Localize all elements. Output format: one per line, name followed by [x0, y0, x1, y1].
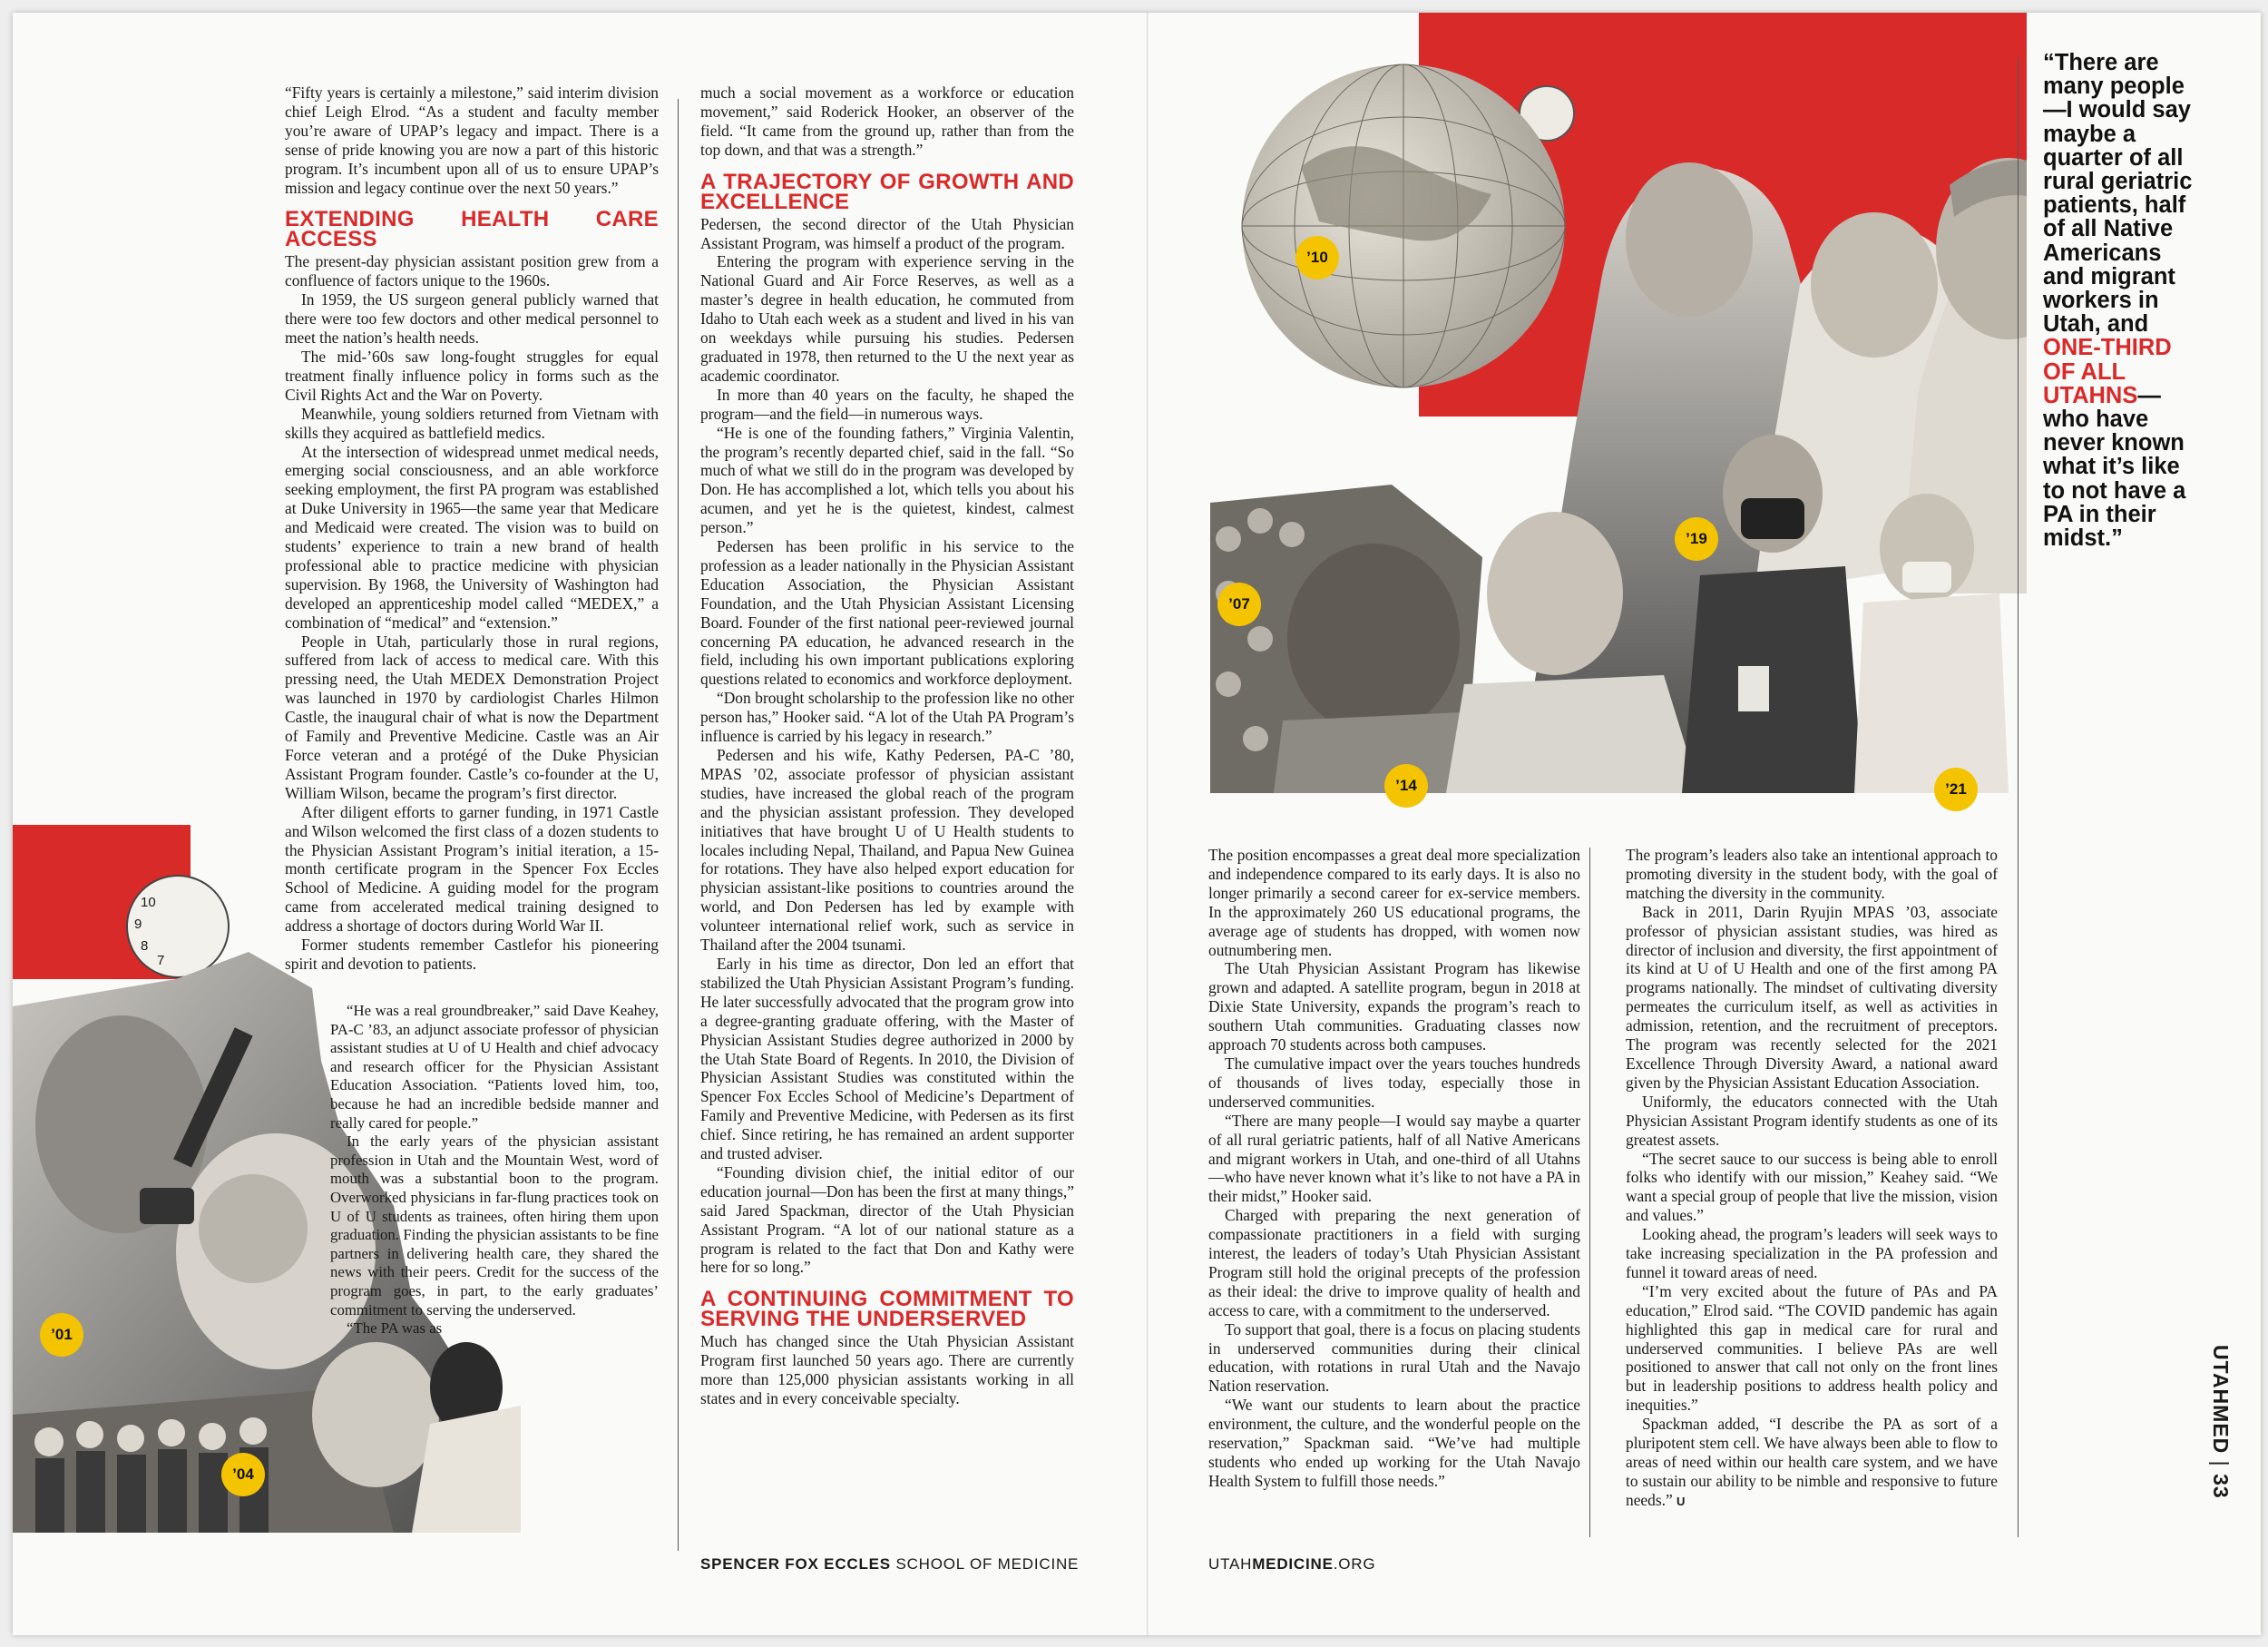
paragraph: “Founding division chief, the initial editor of our education journal—Don has been the first at many things,” said Jared Spackman, director of the Utah Physician Assistant Program. “A lot of our national stature as a program is related to the fact that Don and Kathy were here for so long.” — [700, 1162, 1074, 1277]
page-fold — [1147, 13, 1149, 1635]
year-badge: ’07 — [1217, 583, 1261, 626]
article-column-1 — [285, 83, 659, 974]
paragraph: In 1959, the US surgeon general publicly warned that there were too few doctors and other medical personnel to meet the nation’s health needs. — [285, 290, 659, 348]
pull-quote-text: —who have never known what it’s like to not have a PA in their midst.” — [2043, 382, 2186, 552]
clock-number: 9 — [134, 917, 142, 932]
paragraph: Pedersen, the second director of the Utah Physician Assistant Program, was himself a product of the program. — [700, 214, 1074, 252]
footer-left — [700, 1555, 1079, 1573]
column-rule — [1589, 848, 1590, 1537]
paragraph: In the early years of the physician assistant profession in Utah and the Mountain West, word of mouth was a substantial boon to the program. Overworked physicians in far-flung practices took on U of U students as trainees, often hiring them upon graduation. Finding the physician assistants to be fine partners in delivering health care, they shared the news with their peers. Credit for the success of the program goes, in part, to the early graduates’ commitment to serving the underserved. — [330, 1132, 659, 1319]
paragraph: Looking ahead, the program’s leaders will seek ways to take increasing specialization in the PA profession and funnel it toward areas of need. — [1626, 1225, 1998, 1281]
clock-number: 10 — [141, 895, 156, 910]
paragraph: Early in his time as director, Don led an effort that stabilized the Utah Physician Assistant Program’s funding. He later successfully advocated that the program grow into a degree-granting graduate offering, with the Master of Physician Assistant Studies degree authorized in 2000 by the Utah State Board of Regents. In 2010, the Division of Physician Assistant Studies was constituted within the Spencer Fox Eccles School of Medicine’s Department of Family and Preventive Medicine, with Pedersen as its first chief. Since retiring, he has remained an ardent supporter and trusted adviser. — [700, 954, 1074, 1163]
year-badge: ’19 — [1675, 517, 1718, 561]
year-badge: ’21 — [1934, 768, 1978, 811]
folio — [2208, 1345, 2233, 1499]
school-name-rest: SCHOOL OF MEDICINE — [890, 1555, 1080, 1573]
paragraph: Uniformly, the educators connected with the Utah Physician Assistant Program identify students as one of its greatest assets. — [1626, 1092, 1998, 1149]
magazine-spread — [13, 13, 2261, 1635]
paragraph: The cumulative impact over the years touches hundreds of thousands of lives today, especially those in underserved communities. — [1208, 1054, 1580, 1111]
article-column-3 — [1208, 846, 1580, 1491]
paragraph: The program’s leaders also take an intentional approach to promoting diversity in the student body, with the goal of matching the diversity in the community. — [1626, 846, 1998, 902]
pull-quote — [2043, 51, 2206, 550]
paragraph: “He is one of the founding fathers,” Virginia Valentin, the program’s recently departed chief, said in the fall. “So much of what we still do in the program was developed by Don. He has accomplished a lot, which tells you about his acumen, and yet he is the quietest, kindest, calmest person.” — [700, 423, 1074, 537]
paragraph: Pedersen and his wife, Kathy Pedersen, PA-C ’80, MPAS ’02, associate professor of physician assistant studies, have increased the global reach of the program and the physician assistant profession. They developed initiatives that have brought U of U Health students to locales including Nepal, Thailand, and Papua New Guinea for rotations. They have also helped export education for physician assistant-like positions to countries around the world, and Don Pedersen has led by example with volunteer international relief work, such as service in Thailand after the 2004 tsunami. — [700, 746, 1074, 955]
paragraph: “We want our students to learn about the practice environment, the culture, and the wonderful people on the reservation,” Spackman said. “We’ve had multiple students who ended up working for the Utah Navajo Health System to fulfill those needs.” — [1208, 1396, 1580, 1490]
pull-quote-text: “There are many people—I would say maybe a quarter of all rural geriatric patients, half of all Native Americans and migrant workers in Utah, and — [2043, 50, 2193, 338]
paragraph: Back in 2011, Darin Ryujin MPAS ’03, associate professor of physician assistant studies, was hired as director of inclusion and diversity, the first appointment of its kind at U of U Health and one of the first among PA programs nationally. The mindset of cultivating diversity permeates the curriculum itself, as well as activities in admission, retention, and the recruitment of preceptors. The program was recently selected for the 2021 Excellence Through Diversity Award, a national award given by the Physician Assistant Education Association. — [1626, 902, 1998, 1092]
paragraph — [1626, 1415, 1998, 1512]
article-column-2 — [700, 83, 1074, 1408]
site-url-pre: UTAH — [1208, 1555, 1253, 1573]
paragraph: In more than 40 years on the faculty, he shaped the program—and the field—in numerous ways. — [700, 385, 1074, 423]
collage-figures — [1192, 13, 2027, 829]
right-collage — [1192, 13, 2027, 829]
site-url-bold: MEDICINE — [1252, 1555, 1334, 1573]
page-number: 33 — [2209, 1474, 2233, 1499]
footer-right — [1208, 1555, 1375, 1573]
year-badge: ’14 — [1384, 764, 1428, 808]
column-rule — [2018, 58, 2019, 1537]
folio-separator: | — [2209, 1454, 2233, 1475]
paragraph: “The PA was as — [347, 1319, 443, 1338]
paragraph: Much has changed since the Utah Physician Assistant Program first launched 50 years ago. There are currently more than 125,000 physician assistants working in all states and in every conceivable specialty. — [700, 1332, 1074, 1408]
year-badge: ’04 — [221, 1453, 265, 1496]
paragraph: People in Utah, particularly those in rural regions, suffered from lack of access to medical care. With this pressing need, the Utah MEDEX Demonstration Project was launched in 1970 by cardiologist Charles Hilmon Castle, the inaugural chair of what is now the Department of Family and Preventive Medicine. Castle was an Air Force veteran and a protégé of the Duke Physician Assistant Program founder. Castle’s co-founder at the U, William Wilson, became the program’s first director. — [285, 632, 659, 802]
magazine-name: UTAHMED — [2209, 1345, 2233, 1455]
pull-quote-highlight: ONE-THIRD OF ALL UTAHNS — [2043, 335, 2172, 408]
paragraph: Pedersen has been prolific in his service to the profession as a leader nationally in the Physician Assistant Education Association, the Physician Assistant Foundation, and the Utah Physician Assistant Licensing Board. Founder of the first national peer-reviewed journal concerning PA education, he advanced research in the field, including his own important publications exploring questions related to economics and workforce deployment. — [700, 537, 1074, 689]
end-mark-icon: U — [1677, 1494, 1686, 1508]
paragraph: The present-day physician assistant position grew from a confluence of factors unique to the 1960s. — [285, 252, 659, 290]
site-url-post: .ORG — [1333, 1555, 1376, 1573]
paragraph: After diligent efforts to garner funding, in 1971 Castle and Wilson welcomed the first class of a dozen students to the Physician Assistant Program’s initial iteration, a 15-month certificate program in the Spencer Fox Eccles School of Medicine. A guiding model for the program came from accelerated medical training designed to address a shortage of doctors during World War II. — [285, 802, 659, 936]
paragraph: The Utah Physician Assistant Program has likewise grown and adapted. A satellite program, begun in 2018 at Dixie State University, expands the program’s reach to southern Utah communities. Graduating classes now approach 70 students across both campuses. — [1208, 959, 1580, 1054]
paragraph: “The secret sauce to our success is being able to enroll folks who identify with our mission,” Keahey said. “We want a special group of people that live the mission, vision and values.” — [1626, 1149, 1998, 1225]
article-column-4 — [1626, 846, 1998, 1512]
paragraph: Meanwhile, young soldiers returned from Vietnam with skills they acquired as battlefield medics. — [285, 404, 659, 442]
year-badge: ’01 — [40, 1313, 83, 1357]
paragraph-text: Spackman added, “I describe the PA as sort of a pluripotent stem cell. We have always been able to flow to areas of need within our health care system, and we have to sustain our ability to be nimble and responsive to future needs.” — [1626, 1415, 1998, 1509]
paragraph: Former students remember Castlefor his pioneering spirit and devotion to patients. — [285, 936, 659, 973]
paragraph: “He was a real groundbreaker,” said Dave Keahey, PA-C ’83, an adjunct associate professor of physician assistant studies at U of U Health and chief advocacy and research officer for the Physician Assistant Education Association. “Patients loved him, too, because he had an incredible bedside manner and really cared for people.” — [330, 1002, 659, 1132]
section-heading: EXTENDING HEALTH CARE ACCESS — [285, 207, 659, 252]
paragraph: The position encompasses a great deal more specialization and independence compared to its early days. It is also no longer primarily a second career for ex-service members. In the approximately 260 US educational programs, the average age of students has dropped, with women now outnumbering men. — [1208, 846, 1580, 959]
paragraph: To support that goal, there is a focus on placing students in underserved communities during their clinical education, with rotations in rural Utah and the Navajo Nation reservation. — [1208, 1319, 1580, 1396]
paragraph: “I’m very excited about the future of PAs and PA education,” Elrod said. “The COVID pandemic has again highlighted this gap in medical care for rural and underserved communities. I believe PAs are well positioned to answer that call not only on the front lines but in leadership positions to address health policy and inequities.” — [1626, 1281, 1998, 1415]
column-rule — [678, 99, 679, 1551]
clock-number: 8 — [141, 938, 149, 954]
paragraph: Charged with preparing the next generation of compassionate practitioners in a field with surging interest, the leaders of today’s Utah Physician Assistant Program still hold the original precepts of the profession as their ideal: the drive to improve quality of health and access to care, with a commitment to the underserved. — [1208, 1206, 1580, 1319]
paragraph: At the intersection of widespread unmet medical needs, emerging social consciousness, and an able workforce seeking employment, the first PA program was established at Duke University in 1965—the same year that Medicare and Medicaid were created. The vision was to build on students’ experience to train a new brand of health professional able to practice medicine with physician supervision. By 1968, the University of Washington had developed an apprenticeship model called “MEDEX,” a combination of “medical” and “extension.” — [285, 442, 659, 632]
paragraph: “Don brought scholarship to the profession like no other person has,” Hooker said. “A lot of the Utah PA Program’s influence is carried by his legacy in research.” — [700, 689, 1074, 746]
section-heading: A CONTINUING COMMITMENT TO SERVING THE UNDERSERVED — [700, 1287, 1074, 1332]
paragraph: “There are many people—I would say maybe a quarter of all rural geriatric patients, half of all Native Americans and migrant workers in Utah, and one-third of all Utahns—who have never known what it’s like to not have a PA in their midst,” Hooker said. — [1208, 1111, 1580, 1206]
year-badge: ’10 — [1295, 236, 1339, 279]
paragraph: The mid-’60s saw long-fought struggles for equal treatment finally influence policy in forms such as the Civil Rights Act and the War on Poverty. — [285, 347, 659, 404]
paragraph: much a social movement as a workforce or education movement,” said Roderick Hooker, an observer of the field. “It came from the ground up, rather than from the top down, and that was a strength.” — [700, 83, 1074, 159]
clock-number: 7 — [157, 953, 165, 968]
school-name: SPENCER FOX ECCLES — [700, 1555, 891, 1573]
article-column-1-wrap — [330, 1002, 659, 1338]
paragraph: Entering the program with experience serving in the National Guard and Air Force Reserves, as well as a master’s degree in health education, he commuted from Idaho to Utah each week as a student and lived in his van on weekdays while pursuing his studies. Pedersen graduated in 1978, then returned to the U the next year as academic coordinator. — [700, 252, 1074, 385]
paragraph: “Fifty years is certainly a milestone,” said interim division chief Leigh Elrod. “As a student and faculty member you’re aware of UPAP’s legacy and impact. There is a sense of pride knowing you are now a part of this historic program. It’s incumbent upon all of us to ensure UPAP’s mission and legacy continue over the next 50 years.” — [285, 83, 659, 197]
section-heading: A TRAJECTORY OF GROWTH AND EXCELLENCE — [700, 169, 1074, 214]
